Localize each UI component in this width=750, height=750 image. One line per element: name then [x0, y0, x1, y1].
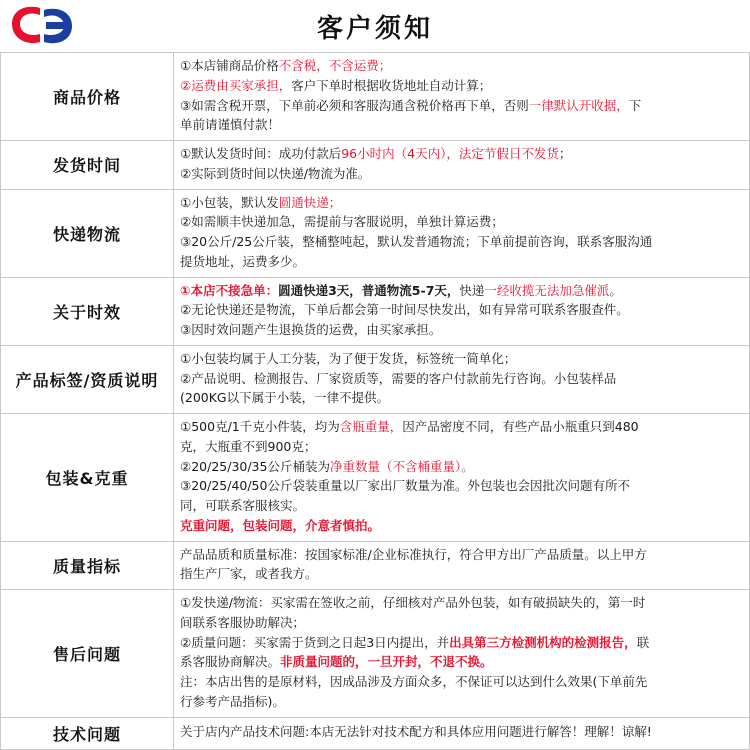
notice-line [180, 673, 743, 692]
notice-text: 净重数量（不含桶重量）。 [329, 458, 474, 474]
notice-row-label: 发货时间 [1, 141, 174, 190]
notice-row-content [174, 541, 750, 590]
notice-text: ③20/25/40/50公斤袋装重量以厂家出厂数量为准。外包装也会因批次问题有所不 [180, 478, 630, 494]
notice-row-label: 商品价格 [1, 53, 174, 141]
notice-text: ①本店铺商品价格 [180, 58, 279, 73]
notice-line [180, 418, 743, 437]
notice-text: ①发快递/物流：买家需在签收之前，仔细核对产品外包装，如有破损缺失的，第一时 [180, 595, 646, 610]
notice-text: 提货地址，运费多少。 [180, 253, 306, 269]
notice-text: 因产品密度不同，有些产品小瓶重只到480 [402, 419, 639, 434]
notice-row-content [174, 141, 750, 190]
notice-text: ② [180, 77, 192, 93]
notice-row [1, 53, 750, 141]
notice-line [180, 213, 743, 232]
notice-text: 圆通快递3天，普通物流5-7天， [278, 282, 460, 298]
notice-line [180, 145, 743, 164]
notice-line [180, 565, 743, 584]
notice-row-label: 包装&克重 [1, 414, 174, 542]
notice-row-label: 关于时效 [1, 277, 174, 345]
notice-row [1, 189, 750, 277]
notice-text: 行参考产品指标)。 [180, 693, 285, 709]
notice-text: ； [558, 146, 572, 161]
notice-row-content [174, 277, 750, 345]
notice-row [1, 590, 750, 718]
notice-text: 指生产厂家，或者我方。 [180, 566, 318, 582]
notice-line [180, 614, 743, 633]
notice-line [180, 165, 743, 184]
page-title: 客户须知 [316, 13, 433, 44]
notice-text: ②如需顺丰快递加急，需提前与客服说明，单独计算运费； [180, 214, 504, 230]
notice-row [1, 717, 750, 749]
notice-line [180, 389, 743, 408]
notice-line [180, 634, 743, 653]
notice-text: 圆通快递； [278, 194, 342, 210]
notice-text: ①小包装均属于人工分装，为了便于发货，标签统一简单化； [180, 350, 517, 366]
notice-text: 本店不接急单： [190, 282, 279, 298]
notice-line [180, 57, 743, 76]
notice-text: ②20/25/30/35公斤桶装为 [180, 458, 330, 474]
notice-text: 系客服协商解决。 [180, 654, 281, 670]
notice-line [180, 438, 743, 457]
notice-text: 。 [609, 282, 622, 298]
notice-text: (200KG以下属于小装，一律不提供。 [180, 390, 390, 406]
notice-line [180, 370, 743, 389]
notice-row [1, 277, 750, 345]
notice-line [180, 546, 743, 565]
notice-text: 非质量问题的，一旦开封，不退不换。 [280, 654, 493, 670]
notice-line [180, 497, 743, 516]
notice-text: 克，大瓶重不到900克； [180, 438, 317, 454]
notice-line [180, 321, 743, 340]
notice-text: 运费由买家承担， [191, 77, 292, 93]
notice-text: 同，可联系客服核实。 [180, 498, 306, 513]
notice-text: ③20公斤/25公斤装，整桶整吨起，默认发普通物流；下单前提前咨询，联系客服沟通 [180, 234, 653, 249]
notice-line [180, 723, 743, 742]
notice-text: 96小时内（4天内），法定节假日不发货 [341, 146, 559, 161]
notice-row-content [174, 53, 750, 141]
notice-line [180, 233, 743, 252]
notice-row-label: 质量指标 [1, 541, 174, 590]
notice-line [180, 477, 743, 496]
notice-text: 下 [628, 97, 642, 113]
notice-row-label: 产品标签/资质说明 [1, 345, 174, 413]
notice-text: ②无论快递还是物流，下单后都会第一时间尽快发出，如有异常可联系客服查件。 [180, 302, 629, 318]
notice-row-label: 快递物流 [1, 189, 174, 277]
notice-text: 出具第三方检测机构的检测报告， [449, 634, 637, 650]
notice-row [1, 345, 750, 413]
notice-line [180, 194, 743, 213]
notice-line [180, 594, 743, 613]
notice-row [1, 141, 750, 190]
notice-text: 关于店内产品技术问题:本店无法针对技术配方和具体应用问题进行解答！理解！谅解! [180, 724, 652, 740]
notice-row-content [174, 345, 750, 413]
notice-text: ③因时效问题产生退换货的运费，由买家承担。 [180, 322, 442, 337]
notice-line [180, 517, 743, 536]
notice-text: 快递 [459, 282, 485, 298]
notice-text: 单前请谨慎付款！ [180, 117, 281, 133]
notice-row-label: 技术问题 [1, 717, 174, 749]
notice-text: 注：本店出售的是原材料，因成品涉及方面众多，不保证可以达到什么效果(下单前先 [180, 674, 648, 689]
notice-row [1, 541, 750, 590]
notice-line [180, 458, 743, 477]
notice-row-label: 售后问题 [1, 590, 174, 718]
notice-line [180, 693, 743, 712]
notice-text: 一律默认开收据， [528, 97, 629, 113]
notice-text: 克重问题，包装问题，介意者慎拍。 [180, 517, 381, 533]
notice-row [1, 414, 750, 542]
notice-text: 客户下单时根据收货地址自动计算； [291, 77, 492, 93]
notice-row-content [174, 717, 750, 749]
notice-line [180, 653, 743, 672]
notice-line [180, 282, 743, 301]
notice-text: ①小包装，默认发 [180, 194, 279, 210]
notice-line [180, 301, 743, 320]
notice-text: ① [180, 282, 191, 298]
page-header [0, 0, 750, 52]
notice-line [180, 350, 743, 369]
notice-text: ①500克/1千克小件装，均为 [180, 419, 340, 434]
notice-text: 不含税，不含运费； [278, 58, 392, 73]
notice-row-content [174, 590, 750, 718]
notice-text: 联 [636, 634, 650, 650]
cg-logo-icon [6, 2, 78, 50]
notice-table [0, 52, 750, 750]
notice-text: 产品品质和质量标准：按国家标准/企业标准执行，符合甲方出厂产品质量。以上甲方 [180, 546, 647, 562]
notice-text: ①默认发货时间：成功付款后 [180, 146, 342, 161]
notice-row-content [174, 189, 750, 277]
notice-text: ②质量问题：买家需于货到之日起3日内提出，并 [180, 634, 450, 650]
notice-table-body [1, 53, 750, 750]
notice-line [180, 77, 743, 96]
notice-text: 间联系客服协助解决； [180, 614, 306, 630]
notice-line [180, 253, 743, 272]
notice-row-content [174, 414, 750, 542]
notice-text: ②产品说明、检测报告、厂家资质等，需要的客户付款前先行咨询。小包装样品 [180, 370, 617, 386]
notice-text: 含瓶重量， [339, 419, 403, 434]
notice-text: 一经收揽无法加急催派 [484, 282, 610, 298]
notice-line [180, 97, 743, 116]
notice-line [180, 116, 743, 135]
notice-text: ③如需含税开票，下单前必须和客服沟通含税价格再下单，否则 [180, 97, 529, 113]
notice-text: ②实际到货时间以快递/物流为准。 [180, 165, 371, 181]
